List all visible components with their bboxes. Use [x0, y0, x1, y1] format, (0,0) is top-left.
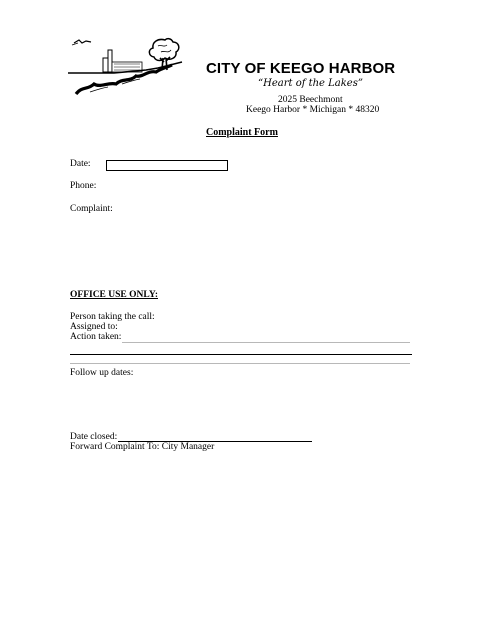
city-logo — [66, 32, 186, 98]
gull-icon — [74, 40, 91, 43]
person-taking-call-label: Person taking the call: — [70, 312, 155, 322]
phone-label: Phone: — [70, 181, 97, 191]
complaint-label: Complaint: — [70, 204, 113, 214]
action-taken-line-3[interactable] — [70, 363, 410, 364]
office-use-heading: OFFICE USE ONLY: — [70, 290, 158, 300]
date-label: Date: — [70, 159, 91, 169]
address-city-state-zip: Keego Harbor * Michigan * 48320 — [246, 105, 380, 115]
address-street: 2025 Beechmont — [278, 95, 343, 105]
date-closed-label: Date closed: — [70, 432, 118, 442]
assigned-to-label: Assigned to: — [70, 322, 118, 332]
action-taken-label: Action taken: — [70, 332, 122, 342]
action-taken-line-2[interactable] — [70, 354, 412, 355]
city-motto: “Heart of the Lakes” — [258, 78, 363, 89]
forward-complaint-label: Forward Complaint To: City Manager — [70, 442, 215, 452]
date-field[interactable] — [106, 160, 228, 171]
follow-up-dates-label: Follow up dates: — [70, 368, 134, 378]
tree-icon — [149, 39, 178, 70]
form-title: Complaint Form — [206, 127, 278, 138]
building-icon — [103, 50, 142, 72]
city-name: CITY OF KEEGO HARBOR — [206, 60, 396, 77]
action-taken-line[interactable] — [122, 342, 410, 343]
